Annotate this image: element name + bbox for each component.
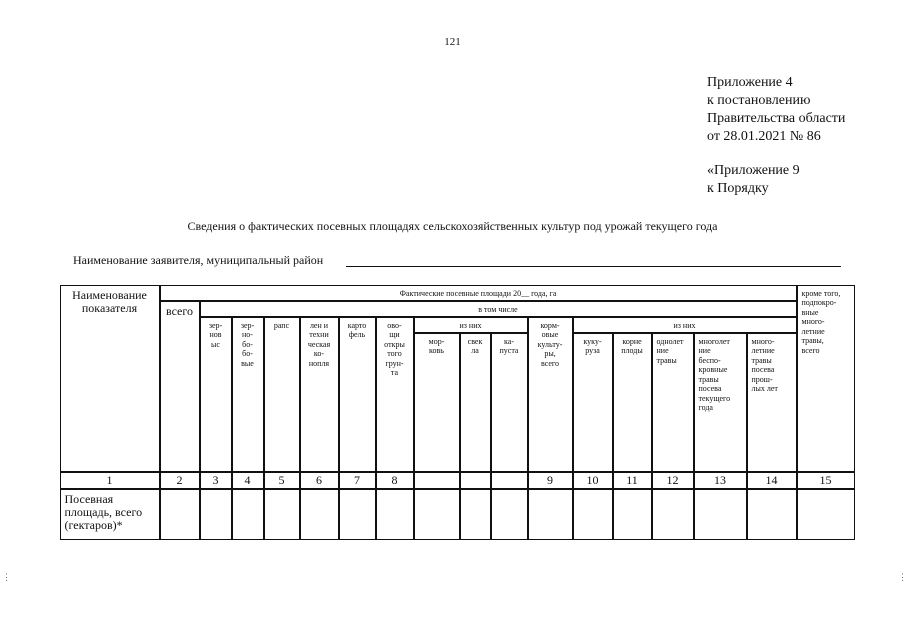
value-cell-flax-hemp[interactable] — [300, 489, 339, 540]
appendix-line: «Приложение 9 — [707, 163, 800, 178]
appendix-line: от 28.01.2021 № 86 — [707, 129, 821, 144]
column-number: 6 — [300, 472, 339, 489]
value-cell-perennial-new[interactable] — [694, 489, 747, 540]
header-grain: зер- нов ыс — [200, 317, 232, 472]
value-cell-total[interactable] — [160, 489, 200, 540]
header-cabbage: ка- пуста — [491, 333, 528, 472]
header-annual-grasses: однолет ние травы — [652, 333, 694, 472]
header-perennial-new: многолет ние беспо- кровные травы посева текущего года — [694, 333, 747, 472]
header-perennial-past: много- летние травы посева прош- лых лет — [747, 333, 797, 472]
column-number: 11 — [613, 472, 652, 489]
header-actual-areas: Фактические посевные площади 20__ года, га — [160, 285, 797, 301]
appendix-line: Приложение 4 — [707, 75, 793, 90]
applicant-label: Наименование заявителя, муниципальный район — [73, 253, 324, 267]
header-rapeseed: рапс — [264, 317, 300, 472]
scan-edge-mark: ⋮ — [2, 572, 11, 582]
value-cell-legume[interactable] — [232, 489, 264, 540]
value-cell-carrot[interactable] — [414, 489, 460, 540]
header-corn: куку- руза — [573, 333, 613, 472]
value-cell-corn[interactable] — [573, 489, 613, 540]
header-fodder-crops: корм- овые культу- ры, всего — [528, 317, 573, 472]
appendix-header — [707, 74, 845, 146]
value-cell-cabbage[interactable] — [491, 489, 528, 540]
header-of-them-fodder: из них — [573, 317, 797, 333]
column-number: 2 — [160, 472, 200, 489]
value-cell-perennial-past[interactable] — [747, 489, 797, 540]
value-cell-besides-perennial[interactable] — [797, 489, 855, 540]
column-number: 8 — [376, 472, 414, 489]
column-number: 3 — [200, 472, 232, 489]
value-cell-potato[interactable] — [339, 489, 376, 540]
appendix-line: к Порядку — [707, 181, 769, 196]
value-cell-rapeseed[interactable] — [264, 489, 300, 540]
header-total: всего — [160, 301, 200, 472]
column-number: 4 — [232, 472, 264, 489]
column-number: 7 — [339, 472, 376, 489]
column-number: 10 — [573, 472, 613, 489]
column-number: 5 — [264, 472, 300, 489]
column-number: 13 — [694, 472, 747, 489]
column-number: 9 — [528, 472, 573, 489]
header-potato: карто фель — [339, 317, 376, 472]
column-number-blank — [414, 472, 460, 489]
value-cell-grain[interactable] — [200, 489, 232, 540]
value-cell-annual-grasses[interactable] — [652, 489, 694, 540]
header-flax-hemp: лен и техни ческая ко- нопля — [300, 317, 339, 472]
value-cell-beet[interactable] — [460, 489, 491, 540]
header-besides-perennial: кроме того, подпокро- вные много- летние травы, всего — [797, 285, 855, 472]
applicant-name-field[interactable] — [346, 266, 841, 267]
appendix-reference — [707, 162, 800, 198]
header-beet: свек ла — [460, 333, 491, 472]
value-cell-root-crops[interactable] — [613, 489, 652, 540]
document-title: Сведения о фактических посевных площадях сельскохозяйственных культур под урожай текущего года — [187, 219, 718, 233]
scan-edge-mark: ⋮ — [898, 572, 907, 582]
header-root-crops: корне плоды — [613, 333, 652, 472]
value-cell-vegetables[interactable] — [376, 489, 414, 540]
column-number: 1 — [60, 472, 160, 489]
value-cell-fodder[interactable] — [528, 489, 573, 540]
appendix-line: к постановлению — [707, 93, 811, 108]
row-label-sown-area: Посевная площадь, всего (гектаров)* — [60, 489, 160, 540]
column-number: 14 — [747, 472, 797, 489]
header-indicator-name: Наименование показателя — [60, 285, 160, 472]
header-legume: зер- но- бо- бо- вые — [232, 317, 264, 472]
column-number-blank — [491, 472, 528, 489]
appendix-line: Правительства области — [707, 111, 846, 126]
header-including: в том числе — [200, 301, 797, 317]
column-number-blank — [460, 472, 491, 489]
page-number: 121 — [444, 36, 461, 48]
column-number: 12 — [652, 472, 694, 489]
header-carrot: мор- ковь — [414, 333, 460, 472]
sown-area-table — [60, 285, 855, 540]
column-number: 15 — [797, 472, 855, 489]
header-of-them-vegetables: из них — [414, 317, 528, 333]
header-open-vegetables: ово- щи откры того грун- та — [376, 317, 414, 472]
